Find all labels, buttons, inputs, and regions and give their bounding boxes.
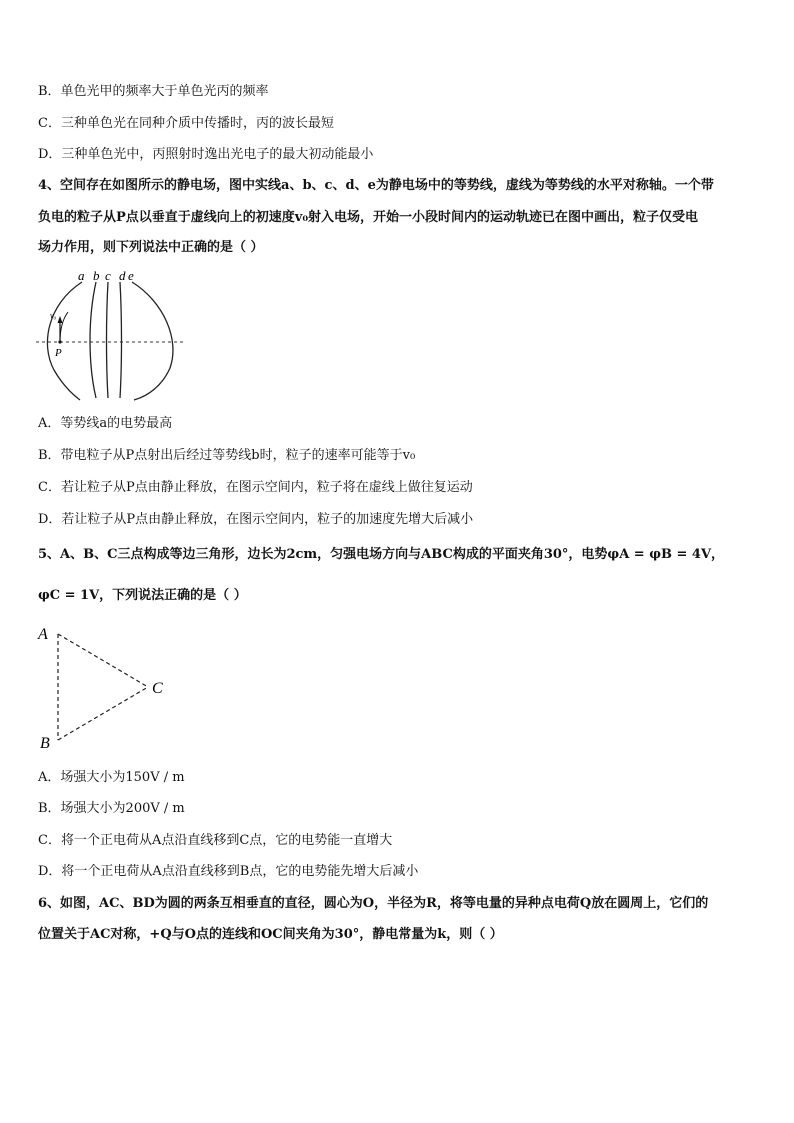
vertex-a-label: A [38,626,48,643]
q4-stem-line-2: 负电的粒子从P点以垂直于虚线向上的初速度v₀射入电场，开始一小段时间内的运动轨迹已在图中画出，粒子仅受电 [38,210,699,225]
label-d: d [119,268,126,283]
q5-stem-line-2: φC = 1V，下列说法正确的是（ ） [38,588,247,603]
q5-stem-line-1: 5、A、B、C三点构成等边三角形，边长为2cm，匀强电场方向与ABC构成的平面夹角30°，电势φA = φB = 4V， [38,547,725,562]
q5-triangle-figure [36,622,176,752]
equipotential-e [132,282,173,400]
equipotential-b [90,282,96,398]
q4-equipotential-figure [34,268,194,404]
q5-option-c: C．将一个正电荷从A点沿直线移到C点，它的电势能一直增大 [38,833,393,848]
q5-option-d: D．将一个正电荷从A点沿直线移到B点，它的电势能先增大后减小 [38,864,419,879]
q6-stem-line-1: 6、如图，AC、BD为圆的两条互相垂直的直径，圆心为O，半径为R，将等电量的异种点电荷Q放在圆周上，它们的 [38,896,709,911]
q3-option-c: C．三种单色光在同种介质中传播时，丙的波长最短 [38,116,334,131]
q4-option-a: A．等势线a的电势最高 [38,416,173,431]
q6-stem-line-2: 位置关于AC对称，+Q与O点的连线和OC间夹角为30°，静电常量为k，则（ ） [38,927,503,942]
q4-option-c: C．若让粒子从P点由静止释放，在图示空间内，粒子将在虚线上做往复运动 [38,480,473,495]
label-v0: v₀ [50,311,57,320]
q4-stem-line-1: 4、空间存在如图所示的静电场，图中实线a、b、c、d、e为静电场中的等势线，虚线为等势线的水平对称轴。一个带 [38,178,714,193]
label-a: a [78,268,85,283]
label-b: b [93,268,100,283]
side-ac [58,634,148,687]
q5-option-a: A．场强大小为150V / m [38,770,185,785]
vertex-b-label: B [40,735,50,752]
particle-trajectory [60,312,68,342]
q3-option-d: D．三种单色光中，丙照射时逸出光电子的最大初动能最小 [38,147,374,162]
velocity-arrowhead [58,316,63,323]
equipotential-c [107,282,109,398]
q4-stem-line-3: 场力作用，则下列说法中正确的是（ ） [38,240,264,255]
q4-option-d: D．若让粒子从P点由静止释放，在图示空间内，粒子的加速度先增大后减小 [38,512,474,527]
label-p: P [55,347,62,359]
vertex-c-label: C [152,680,163,697]
equipotential-d [120,282,122,398]
q5-option-b: B．场强大小为200V / m [38,801,185,816]
q4-option-b: B．带电粒子从P点射出后经过等势线b时，粒子的速率可能等于v₀ [38,448,416,463]
equipotential-a [47,282,82,400]
q3-option-b: B．单色光甲的频率大于单色光丙的频率 [38,84,269,99]
side-bc [58,687,148,740]
label-c: c [105,268,111,283]
label-e: e [128,268,134,283]
point-p [58,340,61,343]
